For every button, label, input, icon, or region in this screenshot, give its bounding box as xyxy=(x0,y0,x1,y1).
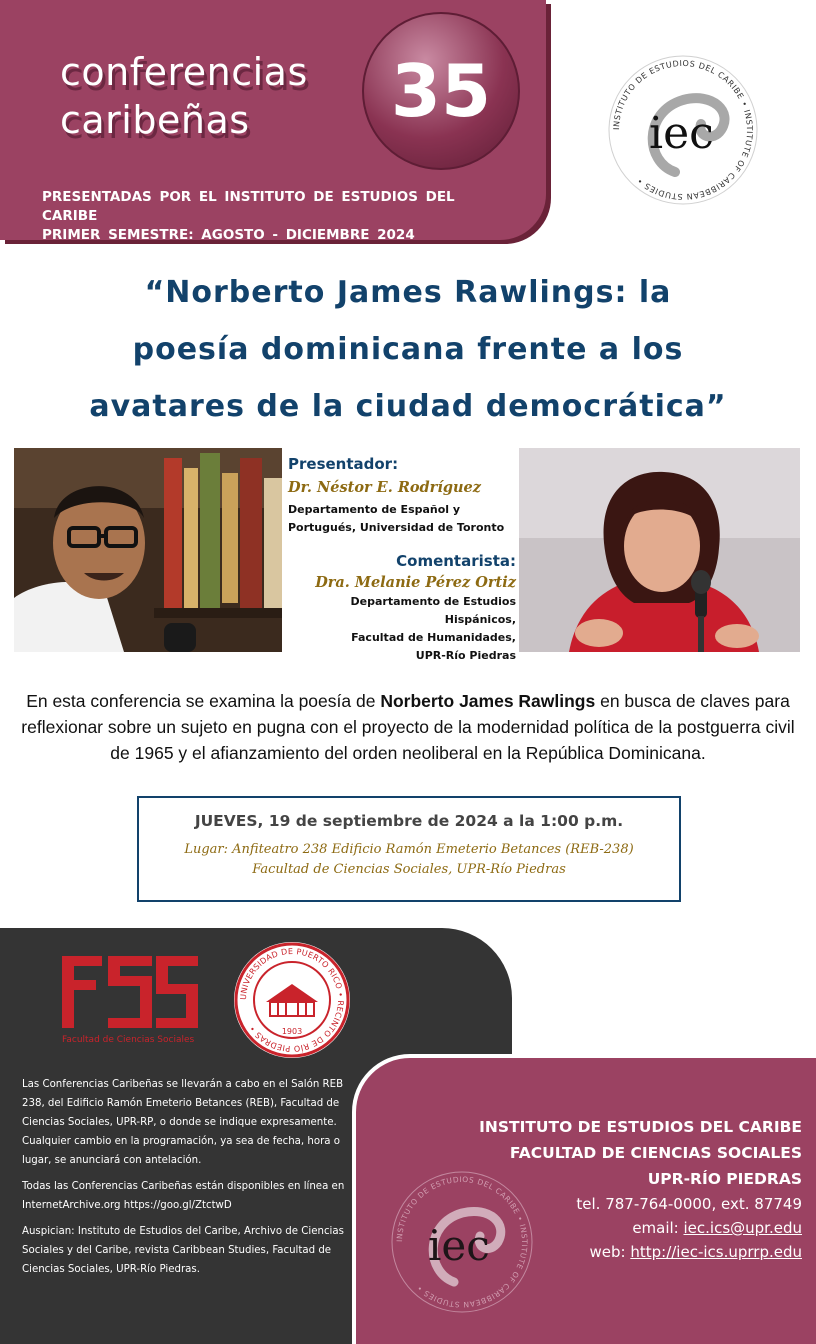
conference-number: 35 xyxy=(390,49,492,133)
watermark-mark: iec xyxy=(428,1221,490,1270)
event-date: JUEVES, 19 de septiembre de 2024 a la 1:00 p.m. xyxy=(194,812,624,830)
presented-line1: PRESENTADAS POR EL INSTITUTO DE ESTUDIOS DEL CARIBE xyxy=(42,189,455,224)
commentator-role: Comentarista: xyxy=(396,552,516,570)
upr-year: 1903 xyxy=(281,1027,303,1036)
lecture-title-line3: avatares de la ciudad democrática” xyxy=(89,389,727,424)
series-title xyxy=(60,48,360,144)
fcs-caption: Facultad de Ciencias Sociales xyxy=(62,1035,195,1045)
commentator-affil-line1: Departamento de Estudios Hispánicos, xyxy=(350,595,516,626)
presenter-affil-line1: Departamento de Español y xyxy=(288,503,461,516)
lecture-title xyxy=(40,264,776,435)
event-place-line1: Lugar: Anfiteatro 238 Edificio Ramón Emeterio Betances (REB-238) xyxy=(184,842,634,857)
lecture-description xyxy=(20,688,796,766)
institute-line2: FACULTAD DE CIENCIAS SOCIALES xyxy=(509,1144,802,1162)
institute-line1: INSTITUTO DE ESTUDIOS DEL CARIBE xyxy=(479,1118,802,1136)
email-label: email: xyxy=(632,1219,684,1237)
lecture-title-line2: poesía dominicana frente a los xyxy=(132,332,684,367)
presenter-affil-line2: Portugués, Universidad de Toronto xyxy=(288,521,505,534)
seal-ring-text: INSTITUTO DE ESTUDIOS DEL CARIBE • INSTITUTE OF CARIBBEAN STUDIES • xyxy=(611,58,755,202)
web-link[interactable]: http://iec-ics.uprrp.edu xyxy=(630,1243,802,1261)
institute-line3: UPR-RÍO PIEDRAS xyxy=(647,1170,802,1188)
presenter-block xyxy=(288,455,518,537)
commentator-block xyxy=(284,552,516,665)
commentator-affil-line2: Facultad de Humanidades, xyxy=(351,631,516,644)
institute-name xyxy=(420,1114,802,1192)
notes-paragraph-2: Todas las Conferencias Caribeñas están disponibles en línea en InternetArchive.org https://goo.gl/ZtctwD xyxy=(22,1181,345,1211)
conference-notes xyxy=(22,1075,348,1286)
notes-paragraph-1: Las Conferencias Caribeñas se llevarán a cabo en el Salón REB 238, del Edificio Ramón Emeterio Betances (REB), Facultad de Ciencias Sociales, UPR-RP, o donde se indique expresamente. Cualquier cambio en la programación, ya sea de fecha, hora o lugar, se anunciará con antelación. xyxy=(22,1079,344,1166)
conference-number-badge xyxy=(362,12,520,170)
watermark-ring-text: INSTITUTO DE ESTUDIOS DEL CARIBE • INSTITUTE OF CARIBBEAN STUDIES • xyxy=(394,1174,530,1310)
commentator-affiliation xyxy=(284,593,516,665)
contact-phone: tel. 787-764-0000, ext. 87749 xyxy=(576,1195,802,1213)
contact-email-row xyxy=(520,1216,802,1240)
presenter-affiliation xyxy=(288,501,518,537)
commentator-affil-line3: UPR-Río Piedras xyxy=(415,649,516,662)
presented-line2: PRIMER SEMESTRE: AGOSTO - DICIEMBRE 2024 xyxy=(42,227,415,243)
commentator-name: Dra. Melanie Pérez Ortiz xyxy=(315,574,516,591)
seal-mark: iec xyxy=(649,108,714,159)
description-text-1: En esta conferencia se examina la poesía de xyxy=(26,691,381,711)
web-label: web: xyxy=(589,1243,631,1261)
notes-paragraph-3: Auspician: Instituto de Estudios del Caribe, Archivo de Ciencias Sociales y del Caribe, revista Caribbean Studies, Facultad de Ciencias Sociales, UPR-Río Piedras. xyxy=(22,1226,344,1275)
contact-web-row xyxy=(520,1240,802,1264)
presenter-name: Dr. Néstor E. Rodríguez xyxy=(288,479,481,496)
description-highlight: Norberto James Rawlings xyxy=(380,691,596,711)
presented-by xyxy=(42,188,512,245)
event-details-box xyxy=(137,796,681,902)
presenter-photo xyxy=(14,448,282,652)
contact-info xyxy=(520,1192,802,1264)
event-place xyxy=(139,840,679,880)
commentator-photo xyxy=(519,448,800,652)
iec-seal-logo xyxy=(605,52,761,208)
series-title-line1: conferencias xyxy=(60,50,308,94)
email-link[interactable]: iec.ics@upr.edu xyxy=(683,1219,802,1237)
fcs-logo xyxy=(60,954,200,1046)
lecture-title-line1: “Norberto James Rawlings: la xyxy=(144,275,672,310)
upr-seal-logo xyxy=(232,940,352,1060)
event-place-line2: Facultad de Ciencias Sociales, UPR-Río Piedras xyxy=(252,862,566,877)
series-title-line2: caribeñas xyxy=(60,98,250,142)
presenter-role: Presentador: xyxy=(288,455,399,473)
upr-ring-text: UNIVERSIDAD DE PUERTO RICO • RECINTO DE RÍO PIEDRAS • xyxy=(238,946,346,1054)
description-text-2: en busca de claves para reflexionar sobre un sujeto en pugna con el proyecto de la modernidad política de la postguerra civil de 1965 y el afianzamiento del orden neoliberal en la República Dominicana. xyxy=(21,691,795,763)
